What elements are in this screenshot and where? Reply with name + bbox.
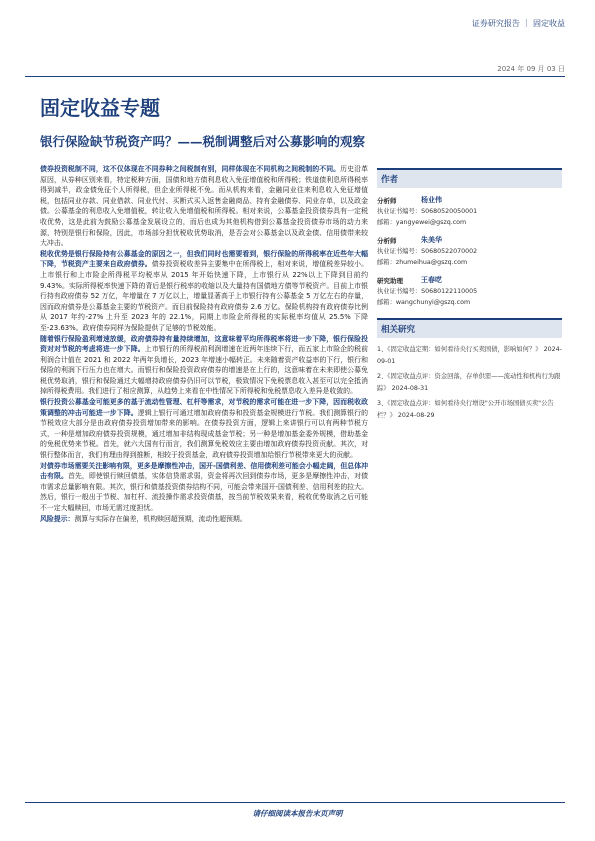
cert-number: S0680522070002 (421, 248, 478, 255)
related-item[interactable]: 1、《固定收益定期：如何看待央行买卖国债，影响如何？》 2024-09-01 (377, 346, 562, 365)
paragraph-5-lead: 对债券市场需要关注影响有限，更多是摩擦性冲击，国开-国债利差、信用债利差可能会小幅走阔，但总体冲击有限。 (40, 461, 368, 481)
risk-text: 测算与实际存在偏差，机构赎回超预期，流动性超预期。 (74, 514, 247, 523)
report-date: 2024 年 09 月 03 日 (497, 65, 565, 73)
footer-divider (25, 802, 565, 803)
cert-number: S0680520050001 (421, 208, 478, 215)
header-divider (25, 76, 565, 77)
paragraph-1-lead: 债券投资税制不同，这不仅体现在不同券种之间税制有别，同样体现在不同机构之间税制的不同。 (40, 165, 341, 173)
author-card (377, 234, 562, 268)
risk-label: 风险提示： (40, 514, 75, 523)
author-email[interactable]: wangchunyi@gszq.com (395, 299, 471, 306)
email-label: 邮箱： (377, 219, 396, 226)
paragraph-4 (40, 397, 368, 461)
author-email[interactable]: zhumeihua@gszq.com (395, 259, 468, 266)
page-subtitle: 银行保险缺节税资产吗？——税制调整后对公募影响的观察 (40, 134, 366, 149)
related-list (377, 344, 562, 422)
author-role: 分析师 (377, 196, 397, 205)
page-title: 固定收益专题 (40, 96, 160, 120)
author-name: 朱美华 (421, 236, 442, 244)
sidebar (377, 168, 562, 425)
paragraph-2 (40, 249, 368, 334)
cert-label: 执业证书编号： (377, 288, 422, 295)
paragraph-5-text: 首先，即使银行赎回债基，实体信贷需求弱，资金将再次回到债券市场，更多是摩擦性冲击，对债市需求总量影响有限。其次，银行和债基投资债券结构不同，可能会带来国开-国债利差、信用利差的拉大。然后，银行一般出于节税、加杠杆、流投操作需求投资债基，按当前节税效果来看，税收优势取消之后可能不一定大幅赎回，市场无需过度担忧。 (40, 472, 369, 512)
author-name: 王春呓 (421, 276, 442, 284)
paragraph-3-text: 上市银行的所得税前利润增速在近两年连续下行，而五家上市险企的税前利润合计值在 2021 和 2022 年两年负增长，2023 年增速小幅转正。未来随着资产收益率的下行，银行和保险的利润下行压力也在增大。而银行和保险投资政府债券的增速是在上行的，这意味着在未来即使公募免税优势取消，银行和保险通过大幅增持政府债券仍旧可以节税，极致情况下免税票息收入甚至可以完全抵消掉所得税费用。我们进行了相应测算，从趋势上来看在中性情况下所得税和免税票息收入差异是收敛的。 (40, 345, 369, 396)
author-name: 杨业伟 (421, 196, 442, 204)
paragraph-4-text: 逻辑上银行可通过增加政府债券和投资基金规模进行节税。我们测算银行的节税效应大部分是由政府债券投资增加带来的影响。在债券投资方面，逻辑上来讲银行可以有两种节税方式，一种是增加政府债券投资规模，通过增加非结构现成基金节税；另一种是增加基金委外规模，借助基金的免税优势来节税。首先，就六大国有行而言，我们测算免税效应主要由增加政府债券投资贡献。其次，对银行整体而言，我们有理由得到推断，相较于投资基金，政府债券投资增加给银行节税带来更大的贡献。 (40, 408, 369, 460)
author-email[interactable]: yangyewei@gszq.com (395, 219, 467, 226)
authors-heading: 作者 (377, 168, 562, 188)
related-item[interactable]: 3、《固定收益点评：如何看待央行增设"公开市场国债买卖"公告栏？》 2024-08-29 (377, 400, 554, 419)
related-heading: 相关研究 (377, 318, 562, 338)
cert-label: 执业证书编号： (377, 248, 422, 255)
footer-disclaimer: 请仔细阅读本报告末页声明 (252, 809, 343, 818)
author-card (377, 194, 562, 228)
author-role: 分析师 (377, 236, 397, 245)
paragraph-5 (40, 461, 368, 514)
cert-label: 执业证书编号： (377, 208, 422, 215)
author-role: 研究助理 (377, 276, 403, 285)
related-item[interactable]: 2、《固定收益点评：资金回落，存单供需——流动性和机构行为跟踪》 2024-08-31 (377, 373, 561, 392)
paragraph-4-lead: 银行投资公募基金可能更多的基于流动性管理、杠杆等需求，对节税的需求可能在进一步下降，因而税收政策调整的冲击可能进一步下降。 (40, 398, 368, 417)
main-body (40, 164, 368, 524)
paragraph-1-text: 历史沿革原因，从券种区别来看，特定税种方面，国债和地方债利息收入免征增值税和所得税；铁道债利息所得税率得到减半，政金债免征个人所得税，但企业所得税不免。而从机构来看，金融同业往来利息收入免征增值税，包括同业存款、同业借款、同业代付、买断式买入返售金融商品、持有金融债券、同业存单，以及政金债。公募基金的利息收入免增值税，转让收入免增值税和所得税。相对来说，公募基金投资债券具有一定税收优势，这是此前为鼓励公募基金发展设立的，而后也成为其他机构借到公募基金投资债券市场的动力来源，特别是银行和保险，因此，市场部分担忧税收优势取消，是否会对公募基金以及政金债、信用债带来较大冲击。 (40, 165, 369, 248)
paragraph-1 (40, 164, 368, 249)
paragraph-2-text: 债券投资税收差异主要集中在所得税上，相对来说，增值税差异较小。上市银行和上市险企所得税平均税率从 2015 年开始快速下降，上市银行从 22%以上下降到目前约 9.43%。实际所得税率快速下降的背后是银行税率的收缩以及大量持有国债地方债等节税资产。目前上市银行持有政府债券 52 万亿，年增量在 7 万亿以上，增量显著高于上市银行持有公募基金 5 万亿左右的存量，因而政府债券是公募基金主要的节税资产。而目前保险持有政府债券 2.6 万亿。保险机构持有政府债券比例从 2017 年约-27% 上升至 2023 年的 22.1%，同期上市险企所得税的实际税率均值从 25.5% 下降至-23.63%。政府债券同样为保险提供了足够的节税效能。 (40, 260, 369, 332)
paragraph-3-lead: 随着银行保险盈利增速放缓，政府债券持有量持续增加，这意味着平均所得税率将进一步下降，银行保险投资对对节税的考虑将进一步下降。 (40, 334, 368, 354)
email-label: 邮箱： (377, 299, 396, 306)
cert-number: S0680122110005 (421, 288, 478, 295)
email-label: 邮箱： (377, 259, 396, 266)
author-card (377, 274, 562, 308)
paragraph-2-lead: 税收优势是银行保险持有公募基金的原因之一，但我们同时也需要看到，银行保险的所得税率在近些年大幅下降，节税资产主要来自政府债券。 (40, 249, 368, 269)
report-category: 证券研究报告 ｜ 固定收益 (471, 19, 565, 28)
risk-note (40, 514, 368, 525)
paragraph-3 (40, 334, 368, 398)
